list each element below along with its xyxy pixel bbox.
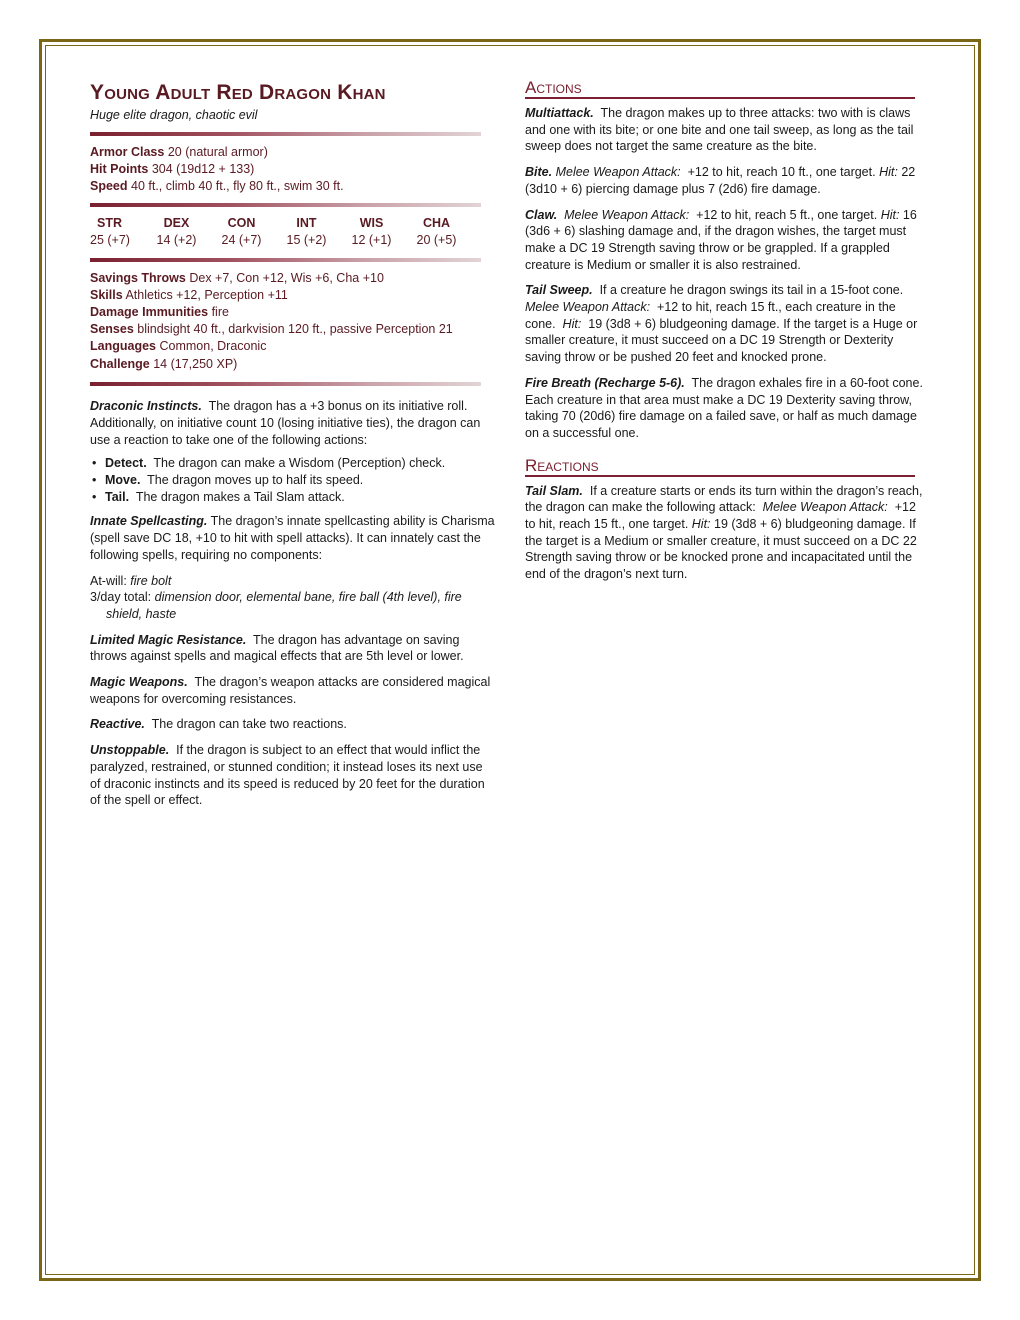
hit-text: 19 (3d8 + 6) bludgeoning damage. If the target is a Huge or smaller creature, it must succeed on a DC 19 Strength or Dexterity saving throw or be pushed 20 feet and knocked prone. bbox=[525, 316, 918, 365]
senses-label: Senses bbox=[90, 321, 134, 336]
trait-text: The dragon’s weapon attacks are considered magical weapons for overcoming resistances. bbox=[90, 675, 491, 706]
action-intro: If a creature he dragon swings its tail in a 15-foot cone. bbox=[599, 283, 904, 298]
hit-points-label: Hit Points bbox=[90, 161, 149, 176]
action-multiattack bbox=[525, 105, 925, 155]
ability-score: 15 (+2) bbox=[286, 233, 327, 248]
ability-name: DEX bbox=[163, 216, 190, 231]
attack-type: Melee Weapon Attack: bbox=[555, 165, 681, 180]
action-bite bbox=[525, 164, 925, 197]
ability-name: CHA bbox=[422, 216, 451, 231]
action-text: The dragon exhales fire in a 60-foot cone. Each creature in that area must make a DC 19 Dexterity saving throw, taking 70 (20d6) fire damage on a failed save, or half as much damage on a successful one. bbox=[525, 375, 923, 440]
trait-name: Reactive. bbox=[90, 717, 145, 732]
hit-text: 22 (3d10 + 6) piercing damage plus 7 (2d6) fire damage. bbox=[525, 165, 916, 196]
ability-name: WIS bbox=[359, 216, 384, 231]
reaction-intro: If a creature starts or ends its turn within the dragon’s reach, the dragon can make the following attack: bbox=[525, 483, 923, 515]
saving-throws-value: Dex +7, Con +12, Wis +6, Cha +10 bbox=[189, 271, 384, 286]
hit-points bbox=[90, 161, 495, 178]
senses bbox=[90, 321, 495, 338]
trait-text: If the dragon is subject to an effect that would inflict the paralyzed, restrained, or stunned condition; it instead loses its next use of draconic instincts and its speed is reduced by 20 feet for the duration of the spell or effect. bbox=[90, 743, 485, 808]
draconic-instincts-options bbox=[90, 455, 495, 505]
trait-reactive bbox=[90, 716, 495, 733]
action-claw bbox=[525, 207, 925, 274]
divider bbox=[90, 258, 481, 262]
option-text: The dragon can make a Wisdom (Perception) check. bbox=[153, 456, 446, 471]
trait-text: The dragon can take two reactions. bbox=[151, 717, 347, 732]
ability-name: STR bbox=[97, 216, 122, 231]
option-detect bbox=[90, 455, 495, 472]
action-fire-breath bbox=[525, 375, 925, 442]
ability-name: INT bbox=[296, 216, 317, 231]
action-name: Fire Breath (Recharge 5-6). bbox=[525, 375, 685, 390]
challenge-label: Challenge bbox=[90, 357, 150, 372]
attack-type: Melee Weapon Attack: bbox=[525, 300, 651, 315]
trait-innate-spellcasting bbox=[90, 513, 495, 563]
ability-str bbox=[90, 215, 144, 249]
ability-name: CON bbox=[227, 216, 256, 231]
trait-unstoppable bbox=[90, 742, 495, 809]
spell-line-at-will bbox=[90, 573, 495, 590]
attack-text: +12 to hit, reach 10 ft., one target. bbox=[687, 165, 876, 180]
action-name: Multiattack. bbox=[525, 106, 594, 120]
spell-line-per-day bbox=[90, 589, 495, 622]
option-name: Detect. bbox=[105, 456, 147, 471]
hit-points-value: 304 (19d12 + 133) bbox=[151, 161, 255, 176]
trait-name: Magic Weapons. bbox=[90, 675, 188, 690]
option-name: Tail. bbox=[105, 489, 130, 504]
languages bbox=[90, 338, 495, 355]
trait-draconic-instincts bbox=[90, 398, 495, 448]
hit-label: Hit: bbox=[879, 165, 898, 180]
ability-wis bbox=[339, 215, 404, 249]
divider bbox=[90, 132, 481, 136]
option-text: The dragon moves up to half its speed. bbox=[147, 472, 364, 487]
trait-name: Limited Magic Resistance. bbox=[90, 632, 247, 647]
attack-text: +12 to hit, reach 15 ft., each creature in the cone. bbox=[525, 300, 896, 331]
divider bbox=[90, 382, 481, 386]
damage-immunities-value: fire bbox=[211, 304, 229, 319]
skills bbox=[90, 287, 495, 304]
hit-label: Hit: bbox=[880, 207, 900, 222]
skills-value: Athletics +12, Perception +11 bbox=[125, 288, 288, 303]
trait-name: Draconic Instincts. bbox=[90, 399, 202, 414]
attack-text: +12 to hit, reach 15 ft., one target. bbox=[525, 500, 916, 532]
stat-block-left-column bbox=[90, 80, 495, 818]
hit-label: Hit: bbox=[562, 316, 582, 331]
attack-type: Melee Weapon Attack: bbox=[564, 207, 690, 222]
trait-text: The dragon has a +3 bonus on its initiative roll. Additionally, on initiative count 10 (losing initiative ties), the dragon can use a reaction to take one of the following actions: bbox=[90, 399, 481, 447]
armor-class-label: Armor Class bbox=[90, 145, 165, 159]
ability-cha bbox=[404, 215, 469, 249]
speed-label: Speed bbox=[90, 178, 128, 193]
speed bbox=[90, 178, 495, 195]
spell-names: dimension door, elemental bane, fire ball (4th level), fire shield, haste bbox=[106, 590, 462, 621]
option-tail bbox=[90, 489, 495, 506]
action-tail-sweep bbox=[525, 282, 925, 366]
languages-label: Languages bbox=[90, 338, 156, 353]
armor-class bbox=[90, 144, 495, 161]
reactions-heading: Reactions bbox=[525, 456, 915, 477]
action-name: Tail Sweep. bbox=[525, 283, 593, 298]
armor-class-value: 20 (natural armor) bbox=[167, 145, 268, 159]
stat-block-right-column bbox=[525, 78, 925, 592]
ability-score: 12 (+1) bbox=[351, 233, 392, 248]
action-name: Bite. bbox=[525, 165, 553, 180]
option-name: Move. bbox=[105, 472, 141, 487]
actions-heading: Actions bbox=[525, 78, 915, 99]
ability-score: 24 (+7) bbox=[221, 233, 262, 248]
trait-limited-magic-resistance bbox=[90, 632, 495, 665]
attack-text: +12 to hit, reach 5 ft., one target. bbox=[696, 207, 878, 222]
monster-type: Huge elite dragon, chaotic evil bbox=[90, 108, 258, 122]
spell-frequency: 3/day total: bbox=[90, 590, 152, 605]
option-text: The dragon makes a Tail Slam attack. bbox=[135, 489, 345, 504]
reaction-tail-slam bbox=[525, 483, 925, 583]
ability-con bbox=[209, 215, 274, 249]
monster-name: Young Adult Red Dragon Khan bbox=[90, 81, 386, 104]
trait-magic-weapons bbox=[90, 674, 495, 707]
ability-int bbox=[274, 215, 339, 249]
damage-immunities bbox=[90, 304, 495, 321]
reaction-name: Tail Slam. bbox=[525, 483, 583, 498]
action-text: The dragon makes up to three attacks: two with is claws and one with its bite; or one bite and one tail sweep, as long as the tail sweep does not target the same creature as the bite. bbox=[525, 106, 914, 154]
skills-label: Skills bbox=[90, 288, 123, 303]
saving-throws bbox=[90, 270, 495, 287]
trait-text: The dragon’s innate spellcasting ability is Charisma (spell save DC 18, +10 to hit with spell attacks). It can innately cast the following spells, requiring no components: bbox=[90, 514, 495, 562]
trait-name: Innate Spellcasting. bbox=[90, 514, 208, 529]
spell-names: fire bolt bbox=[130, 573, 172, 588]
languages-value: Common, Draconic bbox=[159, 338, 267, 353]
challenge-value: 14 (17,250 XP) bbox=[153, 357, 238, 372]
challenge bbox=[90, 356, 495, 373]
senses-value: blindsight 40 ft., darkvision 120 ft., passive Perception 21 bbox=[137, 321, 453, 336]
attack-type: Melee Weapon Attack: bbox=[762, 500, 888, 515]
hit-label: Hit: bbox=[691, 517, 711, 532]
action-name: Claw. bbox=[525, 207, 558, 222]
trait-name: Unstoppable. bbox=[90, 743, 170, 758]
saving-throws-label: Savings Throws bbox=[90, 271, 186, 286]
option-move bbox=[90, 472, 495, 489]
damage-immunities-label: Damage Immunities bbox=[90, 304, 209, 319]
divider bbox=[90, 203, 481, 207]
hit-text: 19 (3d8 + 6) bludgeoning damage. If the target is a Medium or smaller creature, it must succeed on a DC 22 Strength saving throw or be knocked prone and incapacitated until the end of the dragon’s next turn. bbox=[525, 517, 917, 582]
ability-score: 20 (+5) bbox=[416, 233, 457, 248]
ability-score: 25 (+7) bbox=[90, 233, 130, 248]
ability-dex bbox=[144, 215, 209, 249]
trait-text: The dragon has advantage on saving throws against spells and magical effects that are 5th level or lower. bbox=[90, 632, 464, 664]
ability-score: 14 (+2) bbox=[156, 233, 197, 248]
spell-frequency: At-will: bbox=[90, 573, 127, 588]
speed-value: 40 ft., climb 40 ft., fly 80 ft., swim 30 ft. bbox=[131, 178, 344, 193]
spell-list bbox=[90, 573, 495, 623]
ability-scores bbox=[90, 215, 481, 249]
hit-text: 16 (3d6 + 6) slashing damage and, if the dragon wishes, the target must make a DC 19 Strength saving throw or be grappled. If a grappled creature is Medium or smaller it is also restrained. bbox=[525, 207, 917, 272]
